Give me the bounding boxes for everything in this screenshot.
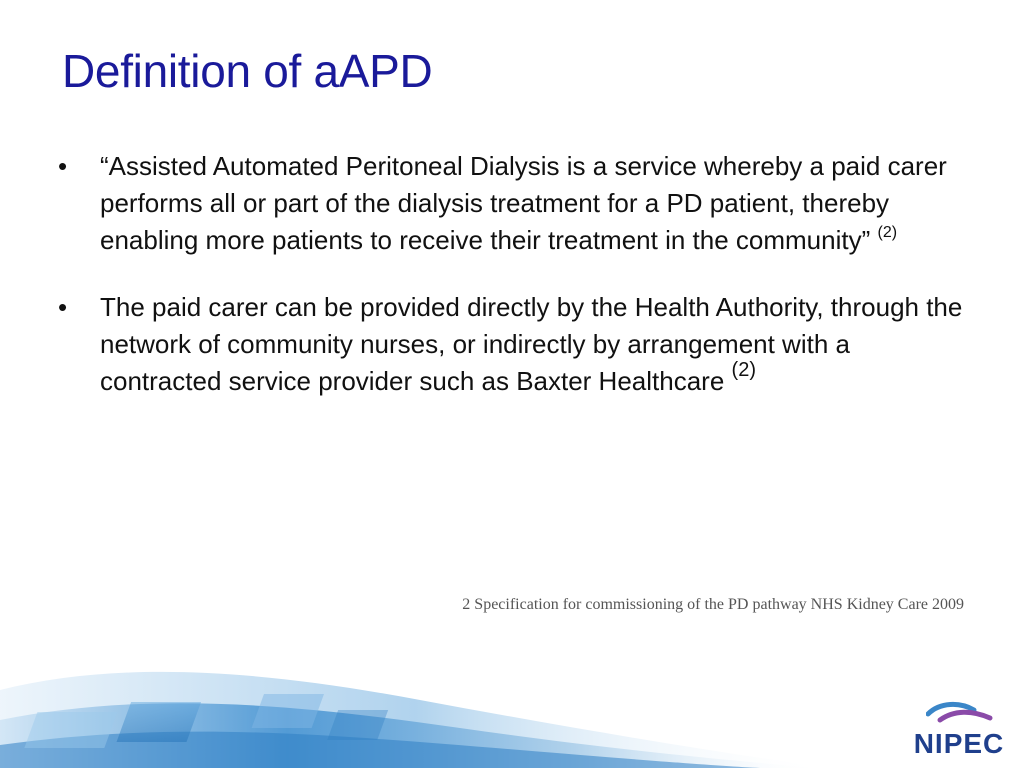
footer-wave-decoration — [0, 650, 1024, 768]
bullet-text: “Assisted Automated Peritoneal Dialysis is a service whereby a paid carer performs all or part of the dialysis treatment for a PD patient, thereby enabling more patients to receive their treatment in the community” — [100, 151, 947, 255]
footnote: 2 Specification for commissioning of the PD pathway NHS Kidney Care 2009 — [462, 596, 964, 613]
nipec-swoosh-icon — [926, 700, 994, 726]
bullet-dot: • — [58, 151, 68, 181]
bullet-item — [58, 289, 978, 400]
logo-text: NIPEC — [913, 728, 1005, 759]
slide-title: Definition of aAPD — [62, 45, 433, 97]
bullet-dot: • — [58, 292, 68, 322]
bullet-text: The paid carer can be provided directly by the Health Authority, through the network of community nurses, or indirectly by arrangement with a contracted service provider such as Baxter Healthcare — [100, 292, 963, 396]
reference-marker: (2) — [877, 224, 898, 241]
nipec-logo — [908, 700, 1010, 760]
bullet-list — [58, 148, 978, 430]
bullet-item — [58, 148, 978, 259]
reference-marker: (2) — [731, 359, 756, 381]
